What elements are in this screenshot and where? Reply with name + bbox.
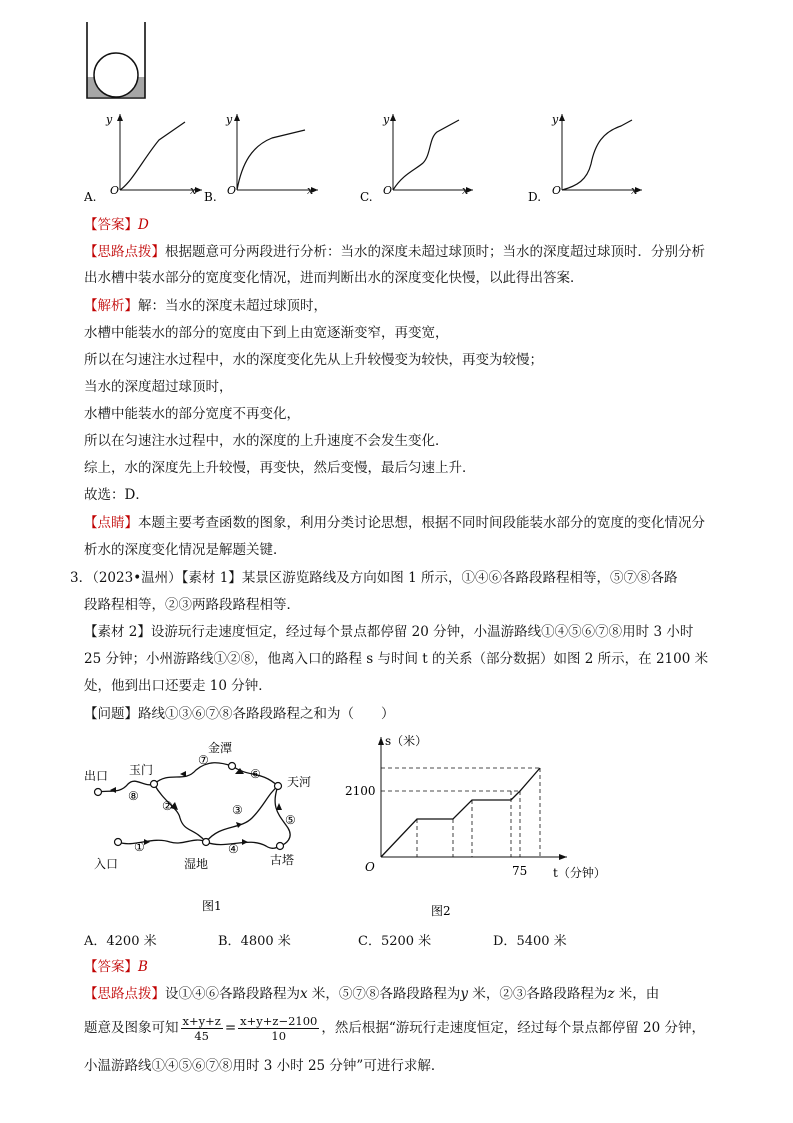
q2-analysis-line: 综上，水的深度先上升较慢，再变快，然后变慢，最后匀速上升． — [84, 460, 476, 476]
shidi-label: 湿地 — [184, 857, 209, 871]
segment-7-label: ⑦ — [198, 753, 209, 767]
option-c: C．5200 米 — [358, 934, 432, 949]
segment-8-label: ⑧ — [128, 789, 139, 803]
answer-value: D — [138, 217, 149, 233]
q2-analysis-line: 当水的深度超过球顶时， — [84, 379, 233, 395]
segment-3-label: ③ — [232, 803, 243, 817]
segment-6-label: ⑥ — [250, 767, 261, 781]
x-axis-label: x — [307, 184, 314, 197]
origin-label: O — [552, 184, 562, 197]
q3-material-2-line-1: 【素材 2】设游玩行走速度恒定，经过每个景点都停留 20 分钟，小温游路线①④⑤⑥⑦⑧用时 3 小时 — [84, 624, 694, 640]
arrow-icon — [242, 839, 248, 845]
exit-label: 出口 — [84, 769, 109, 783]
curve-d — [562, 120, 632, 190]
option-graph-a — [84, 108, 214, 208]
q3-material-2-line-3: 处，他到出口还要走 10 分钟． — [84, 678, 272, 694]
curve-b — [237, 130, 305, 190]
q2-comment-line-2: 析水的深度变化情况是解题关键． — [84, 542, 287, 558]
q2-analysis-line: 所以在匀速注水过程中，水的深度的上升速度不会发生变化． — [84, 433, 449, 449]
segment-5-label: ⑤ — [285, 813, 296, 827]
q2-analysis-line: 水槽中能装水的部分宽度不再变化， — [84, 406, 300, 422]
answer-tag: 【答案】 — [84, 217, 138, 233]
arrow-icon — [110, 787, 116, 793]
q3-stem-line-1: 3．（2023•温州）【素材 1】某景区游览路线及方向如图 1 所示，①④⑥各路段路程相等，⑤⑦⑧各路 — [70, 570, 678, 586]
option-graph-b — [204, 108, 334, 208]
option-b: B．4800 米 — [218, 934, 291, 949]
y-axis-label: y — [226, 113, 233, 126]
material-1-tag: 【素材 1】 — [181, 570, 242, 586]
answer-tag: 【答案】 — [84, 959, 138, 975]
answer-value: B — [138, 959, 148, 975]
x-axis-label: x — [631, 184, 638, 197]
segment-1-label: ① — [134, 840, 145, 854]
x-axis-label: x — [462, 184, 469, 197]
origin-label: O — [365, 860, 375, 874]
y-axis-label: y — [106, 113, 113, 126]
t-axis-label: t（分钟） — [553, 866, 606, 880]
route-map-figure — [80, 732, 340, 922]
segment-1-path — [118, 840, 206, 844]
exit-node — [95, 789, 102, 796]
hint-tag: 【思路点拨】 — [84, 244, 165, 260]
material-2-tag: 【素材 2】 — [84, 624, 151, 640]
q2-answer — [84, 215, 149, 235]
option-label-d: D. — [528, 190, 542, 204]
arrow-icon — [144, 839, 150, 845]
trough-figure — [84, 22, 150, 102]
y-axis-label: y — [383, 113, 390, 126]
segment-7-path — [154, 763, 232, 784]
fraction-2: $\frac{x+y+z-2100}{10}$ — [240, 1014, 318, 1043]
s-axis-label: s（米） — [385, 734, 428, 748]
origin-label: O — [383, 184, 393, 197]
q3-stem-line-2: 段路程相等，②③两路段路程相等． — [84, 597, 300, 613]
distance-time-line — [381, 768, 540, 857]
q2-hint-line-1: 【思路点拨】根据题意可分两段进行分析：当水的深度未超过球顶时；当水的深度超过球顶时．分别分析 — [84, 244, 705, 260]
x-tick-75: 75 — [512, 864, 528, 878]
origin-label: O — [227, 184, 237, 197]
segment-4-label: ④ — [228, 842, 239, 856]
jintan-node — [229, 763, 236, 770]
option-graph-d — [525, 108, 655, 208]
figure-2-caption: 图2 — [431, 904, 451, 918]
x-axis-label: x — [190, 184, 197, 197]
option-label-c: C. — [360, 190, 373, 204]
q2-analysis-line: 所以在匀速注水过程中，水的深度变化先从上升较慢变为较快，再变为较慢； — [84, 352, 543, 368]
analysis-tag: 【解析】 — [84, 298, 138, 314]
guta-node — [277, 843, 284, 850]
entrance-label: 入口 — [94, 857, 119, 871]
curve-c — [393, 120, 459, 190]
q2-analysis-line: 故选：D． — [84, 487, 149, 503]
y-axis-label: y — [552, 113, 559, 126]
q2-analysis-first: 【解析】解：当水的深度未超过球顶时， — [84, 298, 327, 314]
yumen-node — [151, 781, 158, 788]
tianhe-label: 天河 — [287, 775, 312, 789]
q2-analysis-line: 水槽中能装水的部分的宽度由下到上由宽逐渐变窄，再变宽， — [84, 325, 449, 341]
guta-label: 古塔 — [270, 853, 295, 867]
option-graph-c — [357, 108, 487, 208]
comment-tag: 【点睛】 — [84, 515, 138, 531]
distance-time-graph — [335, 727, 615, 927]
jintan-label: 金潭 — [208, 741, 233, 755]
curve-a — [120, 122, 185, 190]
arrow-icon — [276, 803, 282, 810]
q3-material-2-line-2: 25 分钟；小州游路线①②⑧，他离入口的路程 s 与时间 t 的关系（部分数据）如图 2 所示，在 2100 米 — [84, 651, 709, 667]
shidi-node — [203, 839, 210, 846]
ball — [94, 53, 138, 97]
q3-question: 【问题】路线①③⑥⑦⑧各路段路程之和为（ ） — [84, 706, 395, 722]
option-label-b: B. — [204, 190, 217, 204]
option-a: A．4200 米 — [84, 934, 157, 949]
segment-2-path — [154, 784, 206, 842]
y-tick-2100: 2100 — [345, 784, 376, 798]
q2-hint-line-2: 出水槽中装水部分的宽度变化情况，进而判断出水的深度变化快慢，以此得出答案． — [84, 270, 584, 286]
segment-2-label: ② — [162, 799, 173, 813]
q3-answer — [84, 957, 148, 977]
question-source: （2023•温州） — [92, 570, 182, 586]
q3-hint-line-1: 【思路点拨】设①④⑥各路段路程为x 米，⑤⑦⑧各路段路程为y 米，②③各路段路程为z 米，由 — [84, 986, 660, 1002]
q3-hint-line-3: 小温游路线①④⑤⑥⑦⑧用时 3 小时 25 分钟”可进行求解． — [84, 1058, 445, 1074]
option-label-a: A. — [84, 190, 97, 204]
figure-1-caption: 图1 — [202, 899, 222, 913]
question-number: 3． — [70, 570, 93, 586]
entrance-node — [115, 839, 122, 846]
yumen-label: 玉门 — [129, 763, 154, 777]
hint-tag: 【思路点拨】 — [84, 986, 165, 1002]
q3-hint-line-2: 题意及图象可知 $\frac{x+y+z}{45}$ = $\frac{x+y+z-2100}{10}$ ，然后根据“游玩行走速度恒定，经过每个景点都停留 20 分钟， — [84, 1014, 706, 1043]
q2-comment-line-1: 【点睛】本题主要考查函数的图象，利用分类讨论思想，根据不同时间段能装水部分的宽度的变化情况分 — [84, 515, 705, 531]
origin-label: O — [110, 184, 120, 197]
option-d: D．5400 米 — [493, 934, 567, 949]
question-tag: 【问题】 — [84, 706, 138, 722]
fraction-1: $\frac{x+y+z}{45}$ — [182, 1014, 221, 1043]
tianhe-node — [275, 783, 282, 790]
